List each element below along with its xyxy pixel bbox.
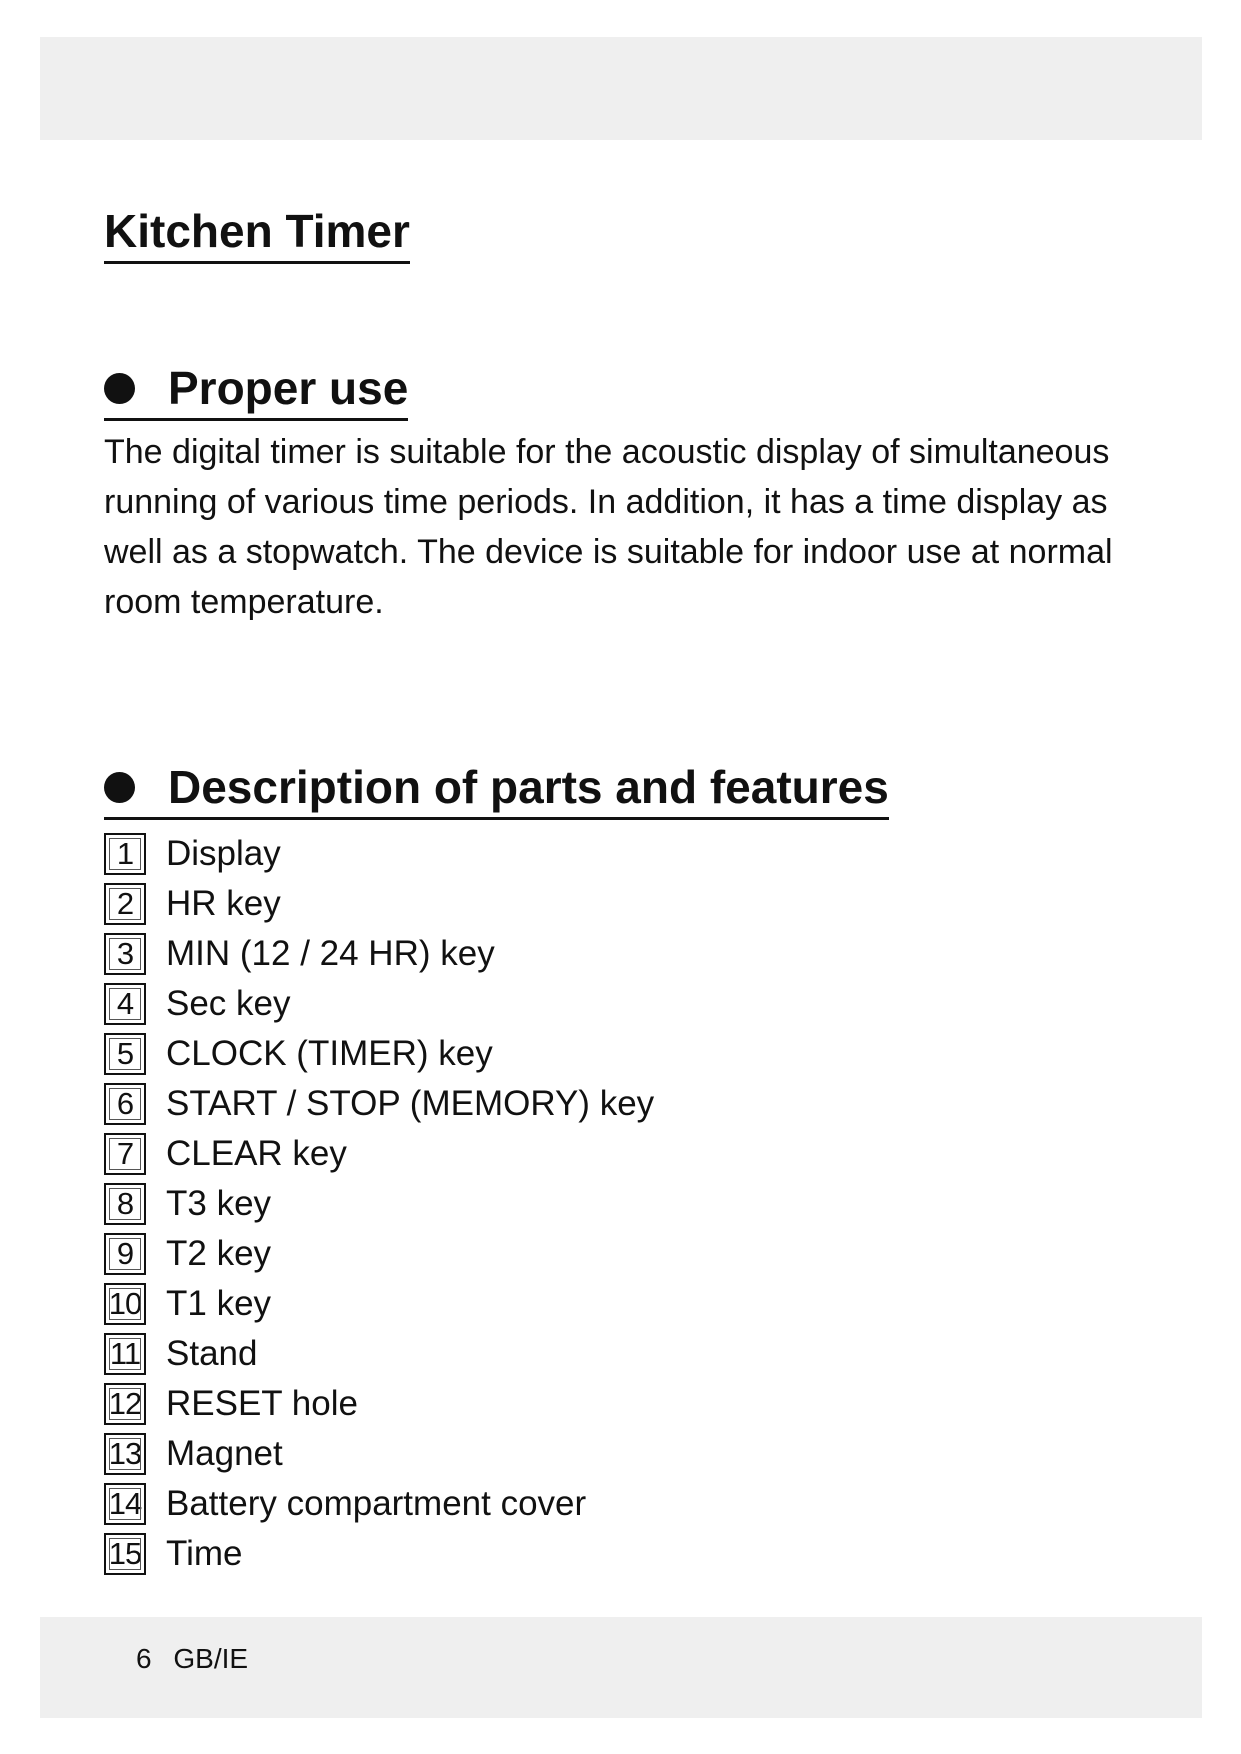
list-item (104, 1029, 654, 1079)
part-number: 14 (104, 1483, 146, 1525)
list-item (104, 1379, 654, 1429)
part-label: Battery compartment cover (166, 1484, 587, 1523)
page-title: Kitchen Timer (104, 203, 410, 264)
part-label: T3 key (166, 1184, 272, 1223)
bullet-icon (104, 373, 135, 404)
part-label: HR key (166, 884, 281, 923)
list-item (104, 979, 654, 1029)
section-heading-parts (104, 759, 889, 820)
list-item (104, 1229, 654, 1279)
section-heading-proper-use (104, 360, 408, 421)
part-label: RESET hole (166, 1384, 358, 1423)
part-number: 4 (104, 983, 146, 1025)
header-band (40, 37, 1202, 140)
part-label: CLOCK (TIMER) key (166, 1034, 493, 1073)
part-number: 6 (104, 1083, 146, 1125)
section-heading-text: Description of parts and features (168, 761, 889, 814)
part-label: MIN (12 / 24 HR) key (166, 934, 495, 973)
part-label: CLEAR key (166, 1134, 347, 1173)
part-number: 13 (104, 1433, 146, 1475)
part-number: 12 (104, 1383, 146, 1425)
part-number: 7 (104, 1133, 146, 1175)
list-item (104, 1179, 654, 1229)
proper-use-paragraph: The digital timer is suitable for the acoustic display of simultaneous running of various time periods. In addition, it has a time display as well as a stopwatch. The device is suitable for indoor use at normal room temperature. (104, 433, 1113, 621)
bullet-icon (104, 772, 135, 803)
part-label: Magnet (166, 1434, 283, 1473)
section-heading-text: Proper use (168, 362, 409, 415)
list-item (104, 1279, 654, 1329)
page-number: 6 (136, 1643, 152, 1674)
list-item (104, 1429, 654, 1479)
part-label: Stand (166, 1334, 258, 1373)
part-number: 1 (104, 833, 146, 875)
part-label: T2 key (166, 1234, 272, 1273)
part-number: 8 (104, 1183, 146, 1225)
part-label: Display (166, 834, 281, 873)
part-number: 10 (104, 1283, 146, 1325)
part-number: 11 (104, 1333, 146, 1375)
page-footer (136, 1643, 248, 1675)
parts-list (104, 829, 654, 1579)
list-item (104, 1329, 654, 1379)
part-label: START / STOP (MEMORY) key (166, 1084, 655, 1123)
list-item (104, 1079, 654, 1129)
part-number: 15 (104, 1533, 146, 1575)
list-item (104, 1479, 654, 1529)
locale-label: GB/IE (173, 1643, 249, 1674)
part-label: Sec key (166, 984, 291, 1023)
part-label: T1 key (166, 1284, 272, 1323)
list-item (104, 1529, 654, 1579)
list-item (104, 929, 654, 979)
list-item (104, 829, 654, 879)
part-number: 5 (104, 1033, 146, 1075)
part-number: 3 (104, 933, 146, 975)
part-label: Time (166, 1534, 243, 1573)
list-item (104, 1129, 654, 1179)
part-number: 2 (104, 883, 146, 925)
part-number: 9 (104, 1233, 146, 1275)
list-item (104, 879, 654, 929)
